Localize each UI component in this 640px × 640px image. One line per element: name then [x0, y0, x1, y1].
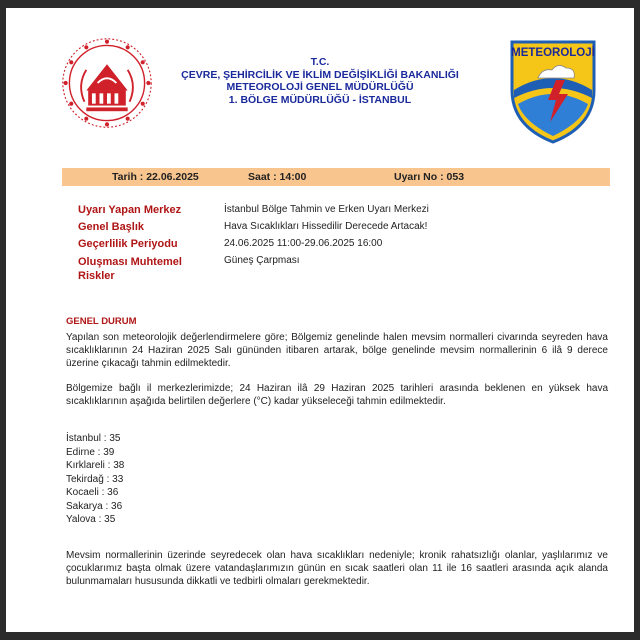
period-label: Geçerlilik Periyodu [78, 238, 178, 250]
title-label: Genel Başlık [78, 221, 145, 233]
warning-number-label: Uyarı No : 053 [394, 171, 465, 183]
temperature-item: Tekirdağ : 33 [66, 473, 124, 485]
meta-row-period [72, 238, 612, 255]
temperature-item: Kocaeli : 36 [66, 487, 119, 498]
paragraph-advice: Mevsim normallerinin üzerinde seyredecek olan hava sıcaklıkları nedeniyle; kronik rahatsızlığı olanlar, yaşlılarımız ve çocuklarımız başta olmak üzere vatandaşlarımızın günün en sıcak saatleri olan 11 ile 16 saatleri arasında açık alanda bulunmamaları hususunda dikkatli ve tedbirli olmaları gerekmektedir. [66, 550, 608, 587]
warning-metadata [72, 204, 612, 283]
date-label: Tarih : 22.06.2025 [112, 171, 199, 183]
temperature-list [66, 432, 124, 527]
meta-row-center [72, 204, 612, 221]
risk-value: Güneş Çarpması [224, 255, 300, 266]
frame-bottom [0, 632, 640, 640]
section-title: GENEL DURUM [66, 316, 137, 327]
temperature-item: İstanbul : 35 [66, 433, 121, 444]
risk-label: Oluşması Muhtemel Riskler [78, 256, 182, 282]
temperature-item: Kırklareli : 38 [66, 460, 125, 471]
agency-header [150, 56, 490, 106]
logo-text: METEOROLOJİ [511, 47, 595, 59]
header-line-regional: 1. BÖLGE MÜDÜRLÜĞÜ - İSTANBUL [228, 93, 412, 106]
meteoroloji-logo-icon [508, 38, 598, 146]
temperature-item: Yalova : 35 [66, 514, 116, 525]
temperature-item: Sakarya : 36 [66, 500, 123, 512]
temperature-item: Edirne : 39 [66, 446, 115, 458]
ministry-emblem-icon [60, 36, 154, 130]
center-label: Uyarı Yapan Merkez [78, 204, 182, 216]
center-value: İstanbul Bölge Tahmin ve Erken Uyarı Merkezi [224, 204, 429, 215]
frame-top [0, 0, 640, 8]
info-bar [62, 168, 610, 186]
period-value: 24.06.2025 11:00-29.06.2025 16:00 [224, 238, 383, 249]
header-line-directorate: METEOROLOJİ GENEL MÜDÜRLÜĞÜ [226, 81, 414, 93]
meta-row-title [72, 221, 612, 238]
header-line-ministry: ÇEVRE, ŞEHİRCİLİK VE İKLİM DEĞİŞİKLİĞİ BAKANLIĞI [181, 68, 459, 81]
title-value: Hava Sıcaklıkları Hissedilir Derecede Artacak! [224, 221, 428, 232]
header-line-tc: T.C. [310, 56, 330, 68]
paragraph-general: Yapılan son meteorolojik değerlendirmelere göre; Bölgemiz genelinde halen mevsim normalleri civarında seyreden hava sıcaklıklarının 24 Haziran 2025 Salı gününden itibaren artarak, bölge genelinde mevsim normallerinin 6 ilâ 9 derece üzerine çıkacağı tahmin edilmektedir. [66, 332, 608, 369]
time-label: Saat : 14:00 [248, 171, 307, 183]
paragraph-forecast: Bölgemize bağlı il merkezlerimizde; 24 Haziran ilâ 29 Haziran 2025 tarihleri arasında beklenen en yüksek hava sıcaklıklarının aşağıda belirtilen değerlere (°C) kadar yükseleceği tahmin edilmektedir. [66, 383, 608, 407]
meta-row-risk [72, 255, 612, 283]
frame-right [634, 0, 640, 640]
